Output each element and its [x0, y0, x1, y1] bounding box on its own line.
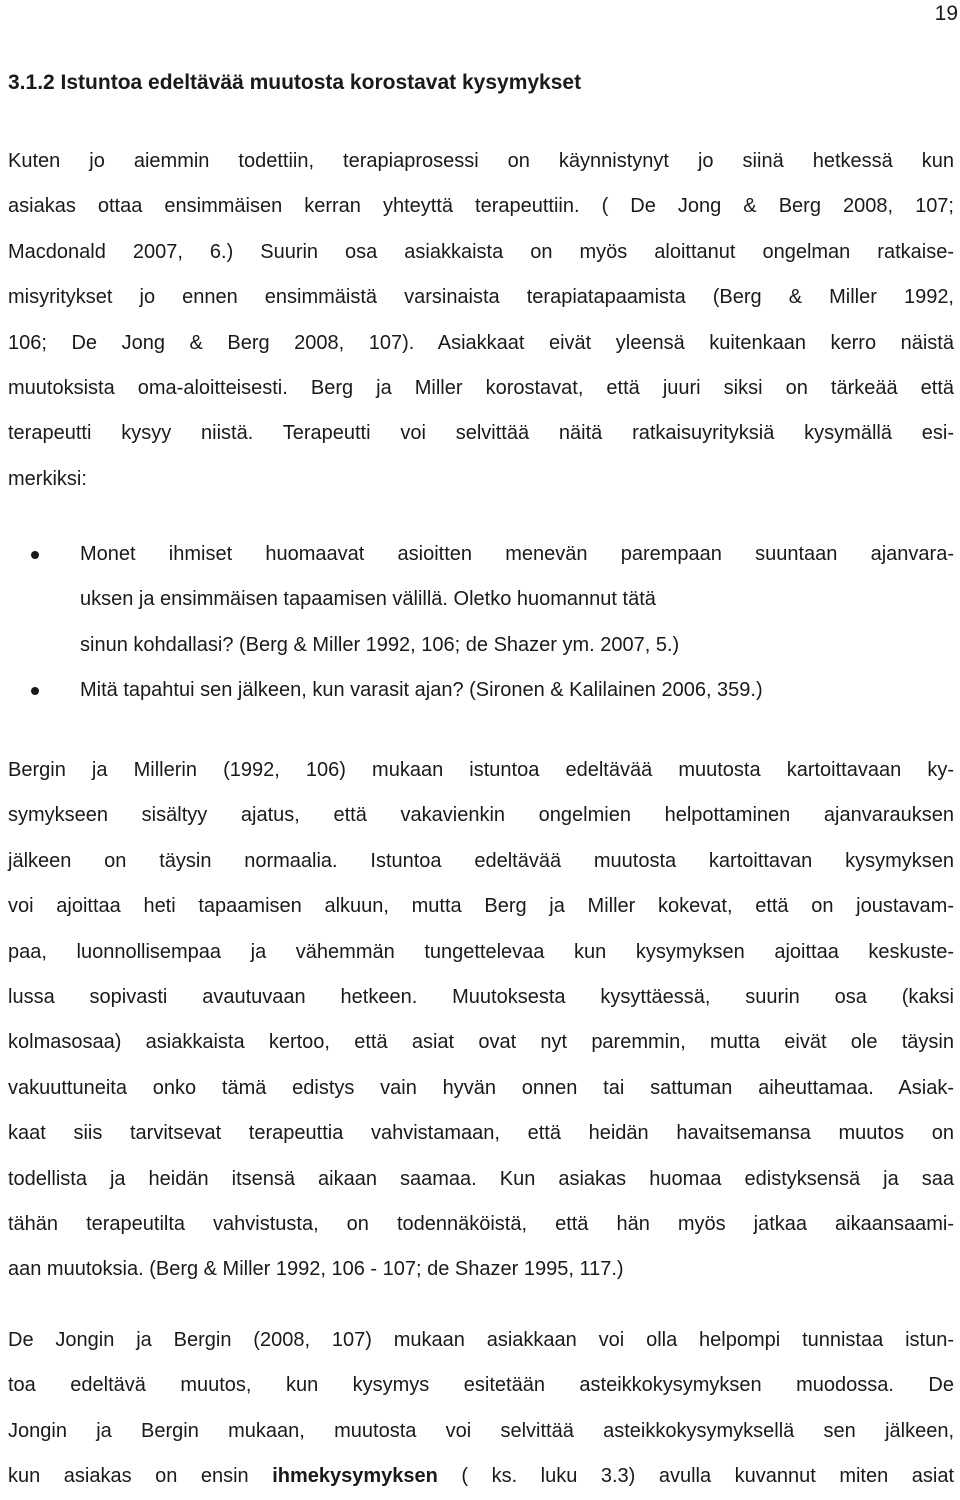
- text-line: lussa sopivasti avautuvaan hetkeen. Muutoksesta kysyttäessä, suurin osa (kaksi: [8, 986, 954, 1009]
- text-line: asiakas ottaa ensimmäisen kerran yhteyttä terapeuttiin. ( De Jong & Berg 2008, 107;: [8, 195, 954, 218]
- page-number: 19: [934, 2, 958, 25]
- text-line: muutoksista oma-aloitteisesti. Berg ja Miller korostavat, että juuri siksi on tärkeää että: [8, 377, 954, 400]
- emphasized-term: ihmekysymyksen: [272, 1465, 438, 1488]
- paragraph-final: [8, 1318, 954, 1500]
- text-line: kaat siis tarvitsevat terapeuttia vahvistamaan, että heidän havaitsemansa muutos on: [8, 1122, 954, 1145]
- text-line: kolmasosaa) asiakkaista kertoo, että asiat ovat nyt paremmin, mutta eivät ole täysin: [8, 1031, 954, 1054]
- bullet-dot-icon: [31, 687, 39, 695]
- text-line: toa edeltävä muutos, kun kysymys esitetään asteikkokysymyksen muodossa. De: [8, 1374, 954, 1397]
- bullet-item: [8, 532, 954, 668]
- text-line: jälkeen on täysin normaalia. Istuntoa edeltävää muutosta kartoittavan kysymyksen: [8, 849, 954, 872]
- text-line: merkiksi:: [8, 467, 87, 490]
- text-line: 106; De Jong & Berg 2008, 107). Asiakkaat eivät yleensä kuitenkaan kerro näistä: [8, 331, 954, 354]
- text-line: vakuuttuneita onko tämä edistys vain hyvän onnen tai sattuman aiheuttamaa. Asiak-: [8, 1076, 954, 1099]
- text-line: Monet ihmiset huomaavat asioitten menevän parempaan suuntaan ajanvara-: [80, 543, 954, 565]
- text-line: symykseen sisältyy ajatus, että vakavienkin ongelmien helpottaminen ajanvarauksen: [8, 804, 954, 827]
- bullet-dot-icon: [31, 551, 39, 559]
- text-line: uksen ja ensimmäisen tapaamisen välillä. Oletko huomannut tätä: [80, 588, 656, 611]
- text-line: Jongin ja Bergin mukaan, muutosta voi selvittää asteikkokysymyksellä sen jälkeen,: [8, 1419, 954, 1442]
- bullet-item: [8, 668, 954, 713]
- text-line: paa, luonnollisempaa ja vähemmän tungettelevaa kun kysymyksen ajoittaa keskuste-: [8, 940, 954, 963]
- text-line: Bergin ja Millerin (1992, 106) mukaan istuntoa edeltävää muutosta kartoittavaan ky-: [8, 759, 954, 781]
- text-line: terapeutti kysyy niistä. Terapeutti voi selvittää näitä ratkaisuyrityksiä kysymällä esi-: [8, 422, 954, 445]
- text-line: todellista ja heidän itsensä aikaan saamaa. Kun asiakas huomaa edistyksensä ja saa: [8, 1167, 954, 1190]
- paragraph-intro: [8, 139, 954, 502]
- text-line: Macdonald 2007, 6.) Suurin osa asiakkaista on myös aloittanut ongelman ratkaise-: [8, 240, 954, 263]
- text-segment: kun asiakas on ensin: [8, 1465, 273, 1488]
- text-line: [8, 1454, 954, 1499]
- text-line: Mitä tapahtui sen jälkeen, kun varasit ajan? (Sironen & Kalilainen 2006, 359.): [80, 679, 763, 702]
- text-line: De Jongin ja Bergin (2008, 107) mukaan asiakkaan voi olla helpompi tunnistaa istun-: [8, 1329, 954, 1351]
- text-line: voi ajoittaa heti tapaamisen alkuun, mutta Berg ja Miller kokevat, että on joustavam-: [8, 895, 954, 918]
- text-line: Kuten jo aiemmin todettiin, terapiaprosessi on käynnistynyt jo siinä hetkessä kun: [8, 150, 954, 172]
- text-line: sinun kohdallasi? (Berg & Miller 1992, 106; de Shazer ym. 2007, 5.): [80, 633, 680, 656]
- text-line: tähän terapeutilta vahvistusta, on todennäköistä, että hän myös jatkaa aikaansaami-: [8, 1213, 954, 1236]
- bullet-list: [8, 532, 954, 714]
- section-heading: 3.1.2 Istuntoa edeltävää muutosta korostavat kysymykset: [8, 71, 582, 94]
- text-segment: ( ks. luku 3.3) avulla kuvannut miten asiat: [437, 1465, 954, 1488]
- text-line: aan muutoksia. (Berg & Miller 1992, 106 - 107; de Shazer 1995, 117.): [8, 1258, 624, 1281]
- text-line: misyritykset jo ennen ensimmäistä varsinaista terapiatapaamista (Berg & Miller 1992,: [8, 286, 954, 309]
- paragraph-body: [8, 748, 954, 1293]
